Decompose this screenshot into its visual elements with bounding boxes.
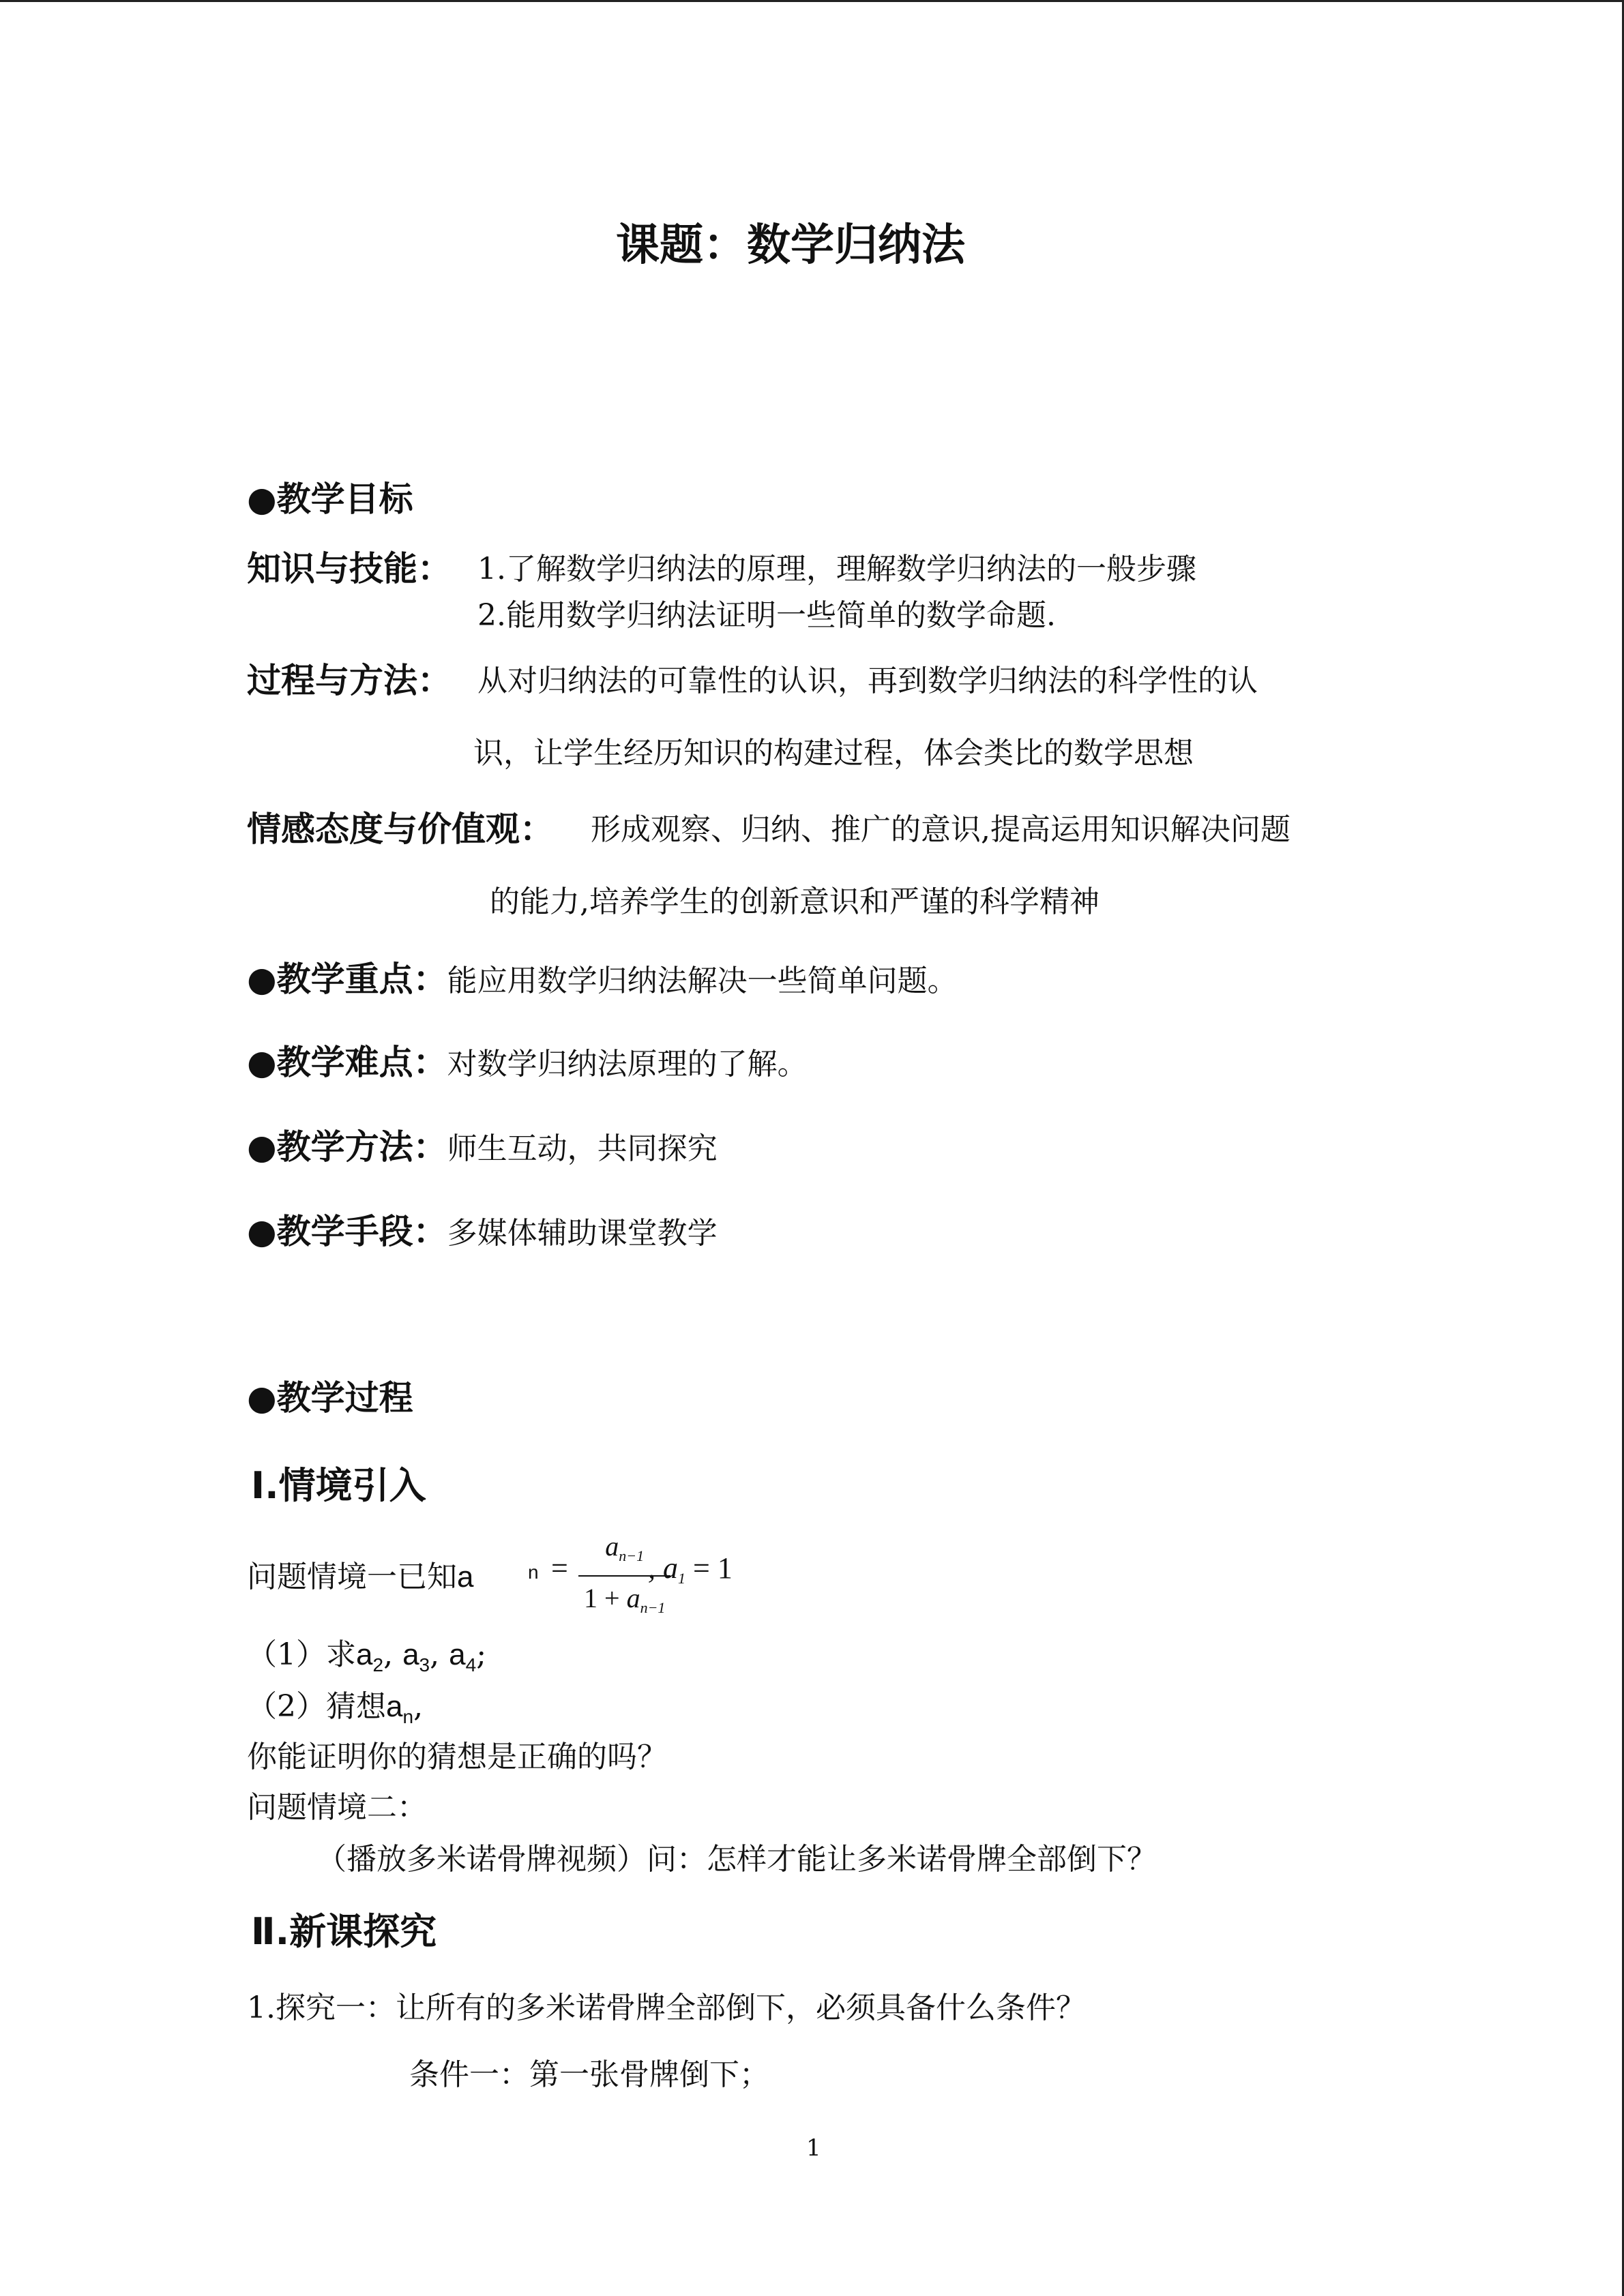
means-text: 多媒体辅助课堂教学 [447, 1216, 718, 1251]
problem-1-prefix: 问题情境一已知 [247, 1560, 457, 1594]
section-1-heading [251, 1457, 426, 1509]
emotion-text-1: 形成观察、归纳、推广的意识,提高运用知识解决问题 [591, 812, 1290, 847]
formula-num-sub: n−1 [619, 1547, 645, 1564]
method-text: 师生互动，共同探究 [447, 1131, 718, 1166]
formula-tail-sub: 1 [678, 1570, 685, 1587]
means-row [247, 1204, 718, 1253]
formula-tail [648, 1551, 733, 1587]
page-title: 课题：数学归纳法 [616, 220, 965, 271]
difficulty-text: 对数学归纳法原理的了解。 [447, 1047, 808, 1082]
term-a3-sep: , [430, 1637, 440, 1672]
bullet-icon: ● [247, 1212, 277, 1251]
problem-1-var: a [457, 1560, 474, 1594]
section-2-title: 新课探究 [289, 1910, 437, 1953]
key-point-label: 教学重点： [276, 959, 447, 999]
explore-1: 1.探究一：让所有的多米诺骨牌全部倒下，必须具备什么条件？ [247, 1991, 1086, 2025]
formula-equals: = [551, 1551, 568, 1585]
page-frame-top [0, 0, 1624, 2]
formula-den-sub: n−1 [640, 1599, 666, 1616]
question-2 [247, 1682, 423, 1728]
question-2-var: a [386, 1690, 403, 1723]
problem-1-line [247, 1552, 473, 1596]
process-text-2: 识，让学生经历知识的构建过程，体会类比的数学思想 [473, 736, 1194, 771]
section-1-numeral: Ⅰ. [251, 1464, 279, 1507]
objectives-heading [247, 472, 413, 521]
knowledge-item-2: 2.能用数学归纳法证明一些简单的数学命题. [477, 598, 1056, 633]
question-1-prefix: （1）求 [247, 1637, 356, 1672]
term-a4-sub: 4 [465, 1654, 477, 1675]
formula-tail-eq: = 1 [685, 1551, 733, 1585]
key-point-text: 能应用数学归纳法解决一些简单问题。 [447, 964, 958, 998]
problem-1-sub-text: n [528, 1562, 539, 1583]
process-heading [247, 1371, 413, 1420]
term-a2-var: a [356, 1638, 373, 1671]
method-label: 教学方法： [276, 1127, 447, 1167]
section-1-title: 情境引入 [278, 1464, 426, 1507]
bullet-icon: ● [247, 1043, 277, 1082]
process-heading-text: 教学过程 [276, 1378, 413, 1418]
emotion-label: 情感态度与价值观： [247, 809, 554, 849]
term-a3-var: a [402, 1638, 419, 1671]
question-2-sub: n [402, 1706, 414, 1727]
question-1 [247, 1630, 486, 1676]
term-a2-sub: 2 [372, 1654, 384, 1675]
term-a2-sep: , [383, 1637, 394, 1672]
problem-1-subscript [528, 1562, 539, 1583]
question-3: 你能证明你的猜想是正确的吗？ [247, 1740, 667, 1774]
bullet-icon: ● [247, 959, 277, 999]
objectives-heading-text: 教学目标 [276, 479, 413, 519]
term-a4-var: a [449, 1638, 466, 1671]
section-2-heading [251, 1903, 437, 1955]
knowledge-label: 知识与技能： [247, 549, 452, 588]
method-row [247, 1120, 718, 1169]
page-number: 1 [806, 2134, 821, 2162]
knowledge-item-1: 1.了解数学归纳法的原理，理解数学归纳法的一般步骤 [477, 552, 1196, 586]
section-2-numeral: Ⅱ. [251, 1910, 290, 1953]
difficulty-row [247, 1035, 808, 1084]
question-2-prefix: （2）猜想 [247, 1689, 386, 1724]
means-label: 教学手段： [276, 1212, 447, 1251]
condition-1: 条件一：第一张骨牌倒下； [409, 2057, 769, 2092]
key-point-row [247, 952, 958, 1001]
problem-2-detail: （播放多米诺骨牌视频）问：怎样才能让多米诺骨牌全部倒下？ [316, 1842, 1157, 1877]
question-2-sep: , [413, 1689, 424, 1724]
bullet-icon: ● [247, 479, 277, 519]
formula-den-prefix: 1 + [584, 1583, 627, 1613]
term-a3-sub: 3 [419, 1654, 430, 1675]
formula-tail-var: , a [648, 1551, 678, 1585]
problem-2-heading: 问题情境二： [247, 1790, 427, 1825]
term-a4-sep: ; [476, 1637, 487, 1672]
process-label: 过程与方法： [247, 661, 452, 700]
bullet-icon: ● [247, 1378, 277, 1418]
emotion-text-2: 的能力,培养学生的创新意识和严谨的科学精神 [490, 884, 1099, 919]
formula-numerator [600, 1527, 649, 1575]
process-text-1: 从对归纳法的可靠性的认识，再到数学归纳法的科学性的认 [477, 664, 1258, 698]
bullet-icon: ● [247, 1127, 277, 1167]
difficulty-label: 教学难点： [276, 1043, 447, 1082]
formula-num-var: a [605, 1531, 619, 1562]
formula-den-var: a [626, 1583, 640, 1613]
